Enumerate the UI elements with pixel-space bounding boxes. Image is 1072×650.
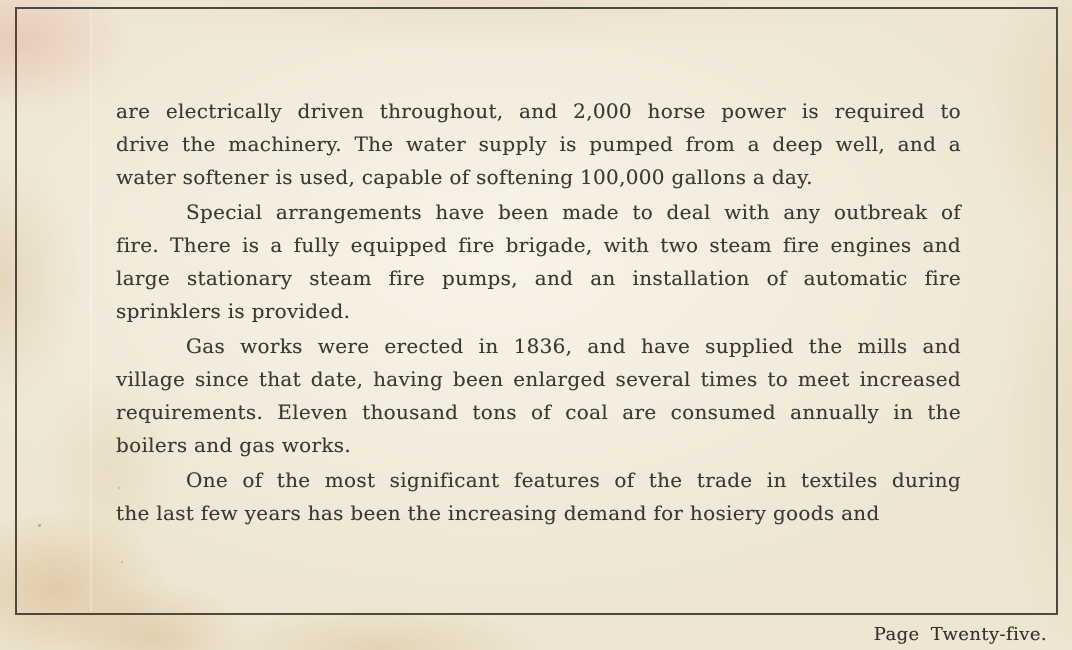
text-line: large stationary steam fire pumps, and an installation of automatic fire <box>116 266 961 290</box>
text-line: sprinklers is provided. <box>116 299 351 323</box>
text-line: Special arrangements have been made to deal with any outbreak of <box>186 200 961 224</box>
ink-speck <box>121 561 123 563</box>
text-line: boilers and gas works. <box>116 433 352 457</box>
text-line: water softener is used, capable of softening 100,000 gallons a day. <box>116 165 813 189</box>
text-line: One of the most significant features of the trade in textiles during <box>186 468 961 492</box>
page-text-block <box>116 95 961 530</box>
paragraph <box>116 196 961 328</box>
text-line: Gas works were erected in 1836, and have supplied the mills and <box>186 334 961 358</box>
text-line: village since that date, having been enlarged several times to meet increased <box>116 367 961 391</box>
text-line: the last few years has been the increasing demand for hosiery goods and <box>116 501 880 525</box>
text-line: are electrically driven throughout, and 2,000 horse power is required to <box>116 99 961 123</box>
paragraph <box>116 464 961 530</box>
page-number: Page Twenty-five. <box>873 624 1047 645</box>
text-line: drive the machinery. The water supply is pumped from a deep well, and a <box>116 132 961 156</box>
text-line: requirements. Eleven thousand tons of coal are consumed annually in the <box>116 400 961 424</box>
text-line: fire. There is a fully equipped fire brigade, with two steam fire engines and <box>116 233 961 257</box>
ink-speck <box>38 524 41 527</box>
paragraph <box>116 95 961 194</box>
paper-crease <box>90 9 92 611</box>
paragraph <box>116 330 961 462</box>
